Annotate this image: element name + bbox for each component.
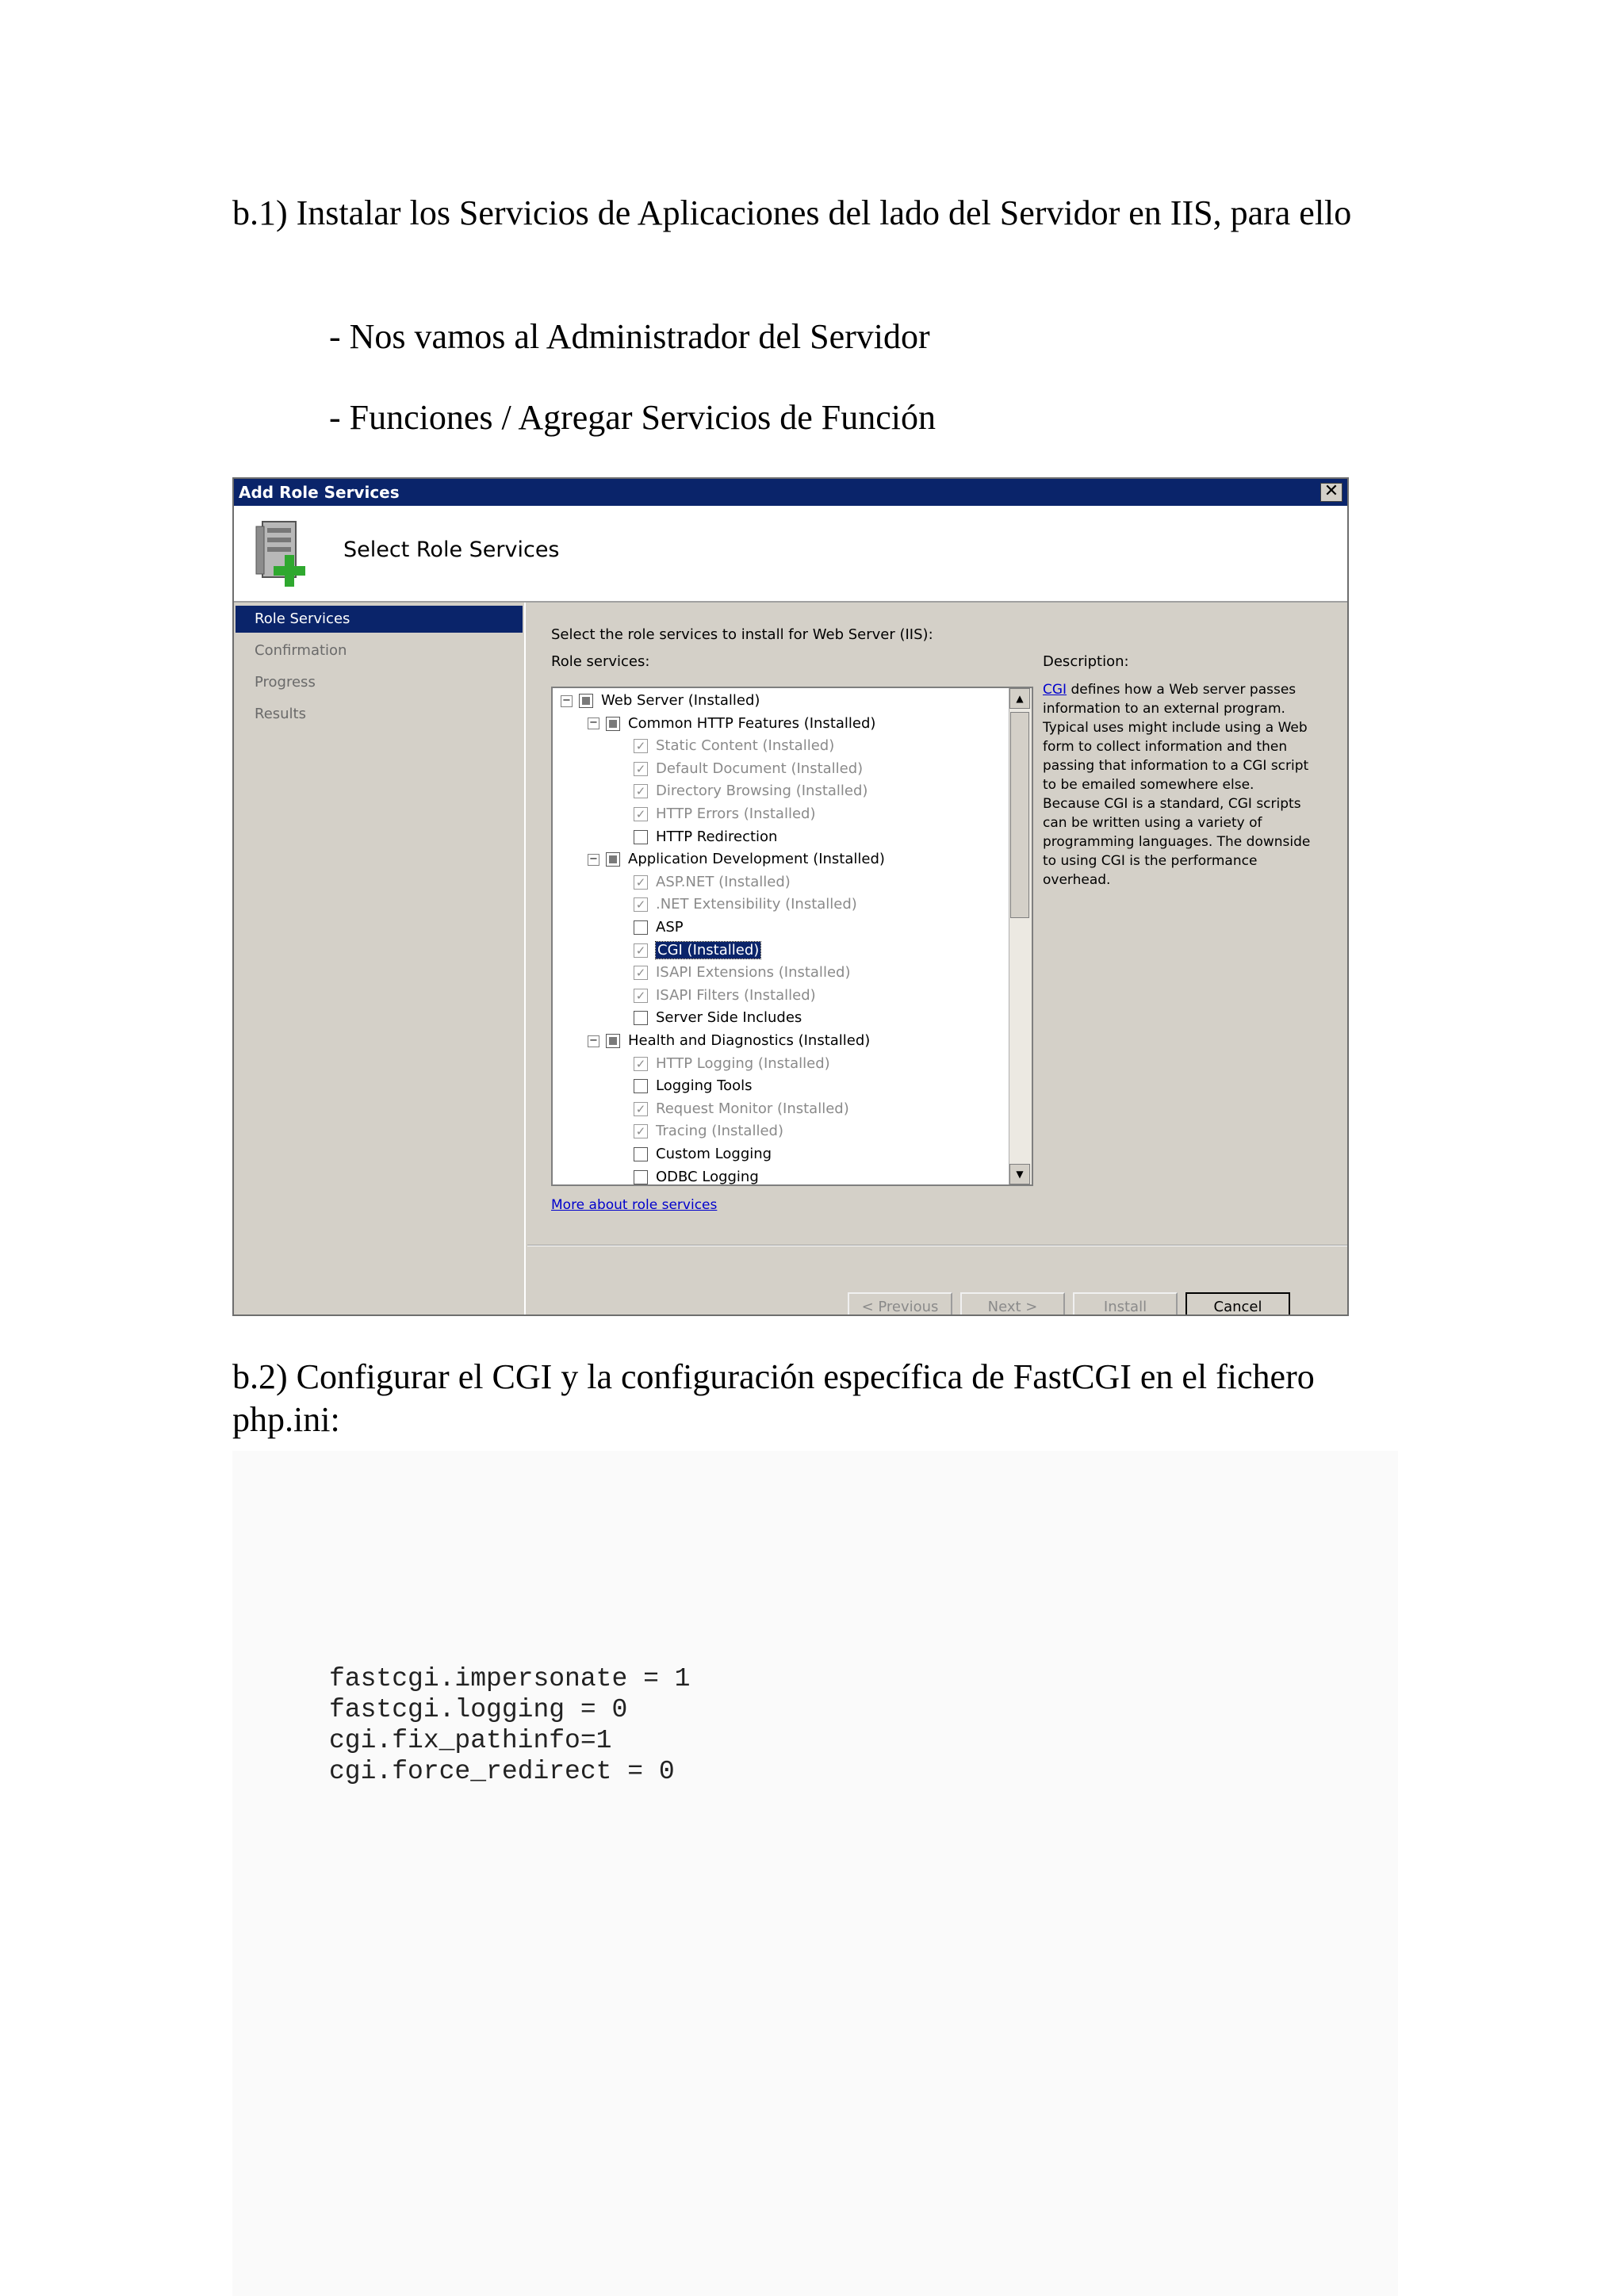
tree-item-label: ASP.NET (Installed) (656, 873, 791, 890)
tree-item[interactable] (634, 803, 816, 825)
instruction-text: Select the role services to install for Web Server (IIS): (551, 626, 933, 643)
scroll-up-icon: ▲ (1016, 693, 1024, 704)
close-icon: ✕ (1323, 481, 1339, 501)
tree-item[interactable] (634, 758, 863, 780)
tree-item-label: Application Development (Installed) (628, 851, 885, 868)
add-role-services-dialog (232, 477, 1349, 1316)
tree-item-label: ISAPI Filters (Installed) (656, 986, 816, 1004)
scroll-thumb[interactable] (1010, 712, 1029, 918)
tree-item[interactable] (634, 826, 777, 848)
tree-item[interactable] (634, 916, 684, 939)
previous-button[interactable]: < Previous (848, 1292, 952, 1316)
scroll-up-button[interactable] (1009, 688, 1030, 709)
description-text (1043, 680, 1312, 890)
checkbox[interactable]: ✓ (634, 1102, 648, 1116)
tree-item-label: HTTP Redirection (656, 828, 778, 845)
tree-item[interactable] (588, 713, 875, 735)
code-block-background (232, 1451, 1398, 2296)
scroll-down-button[interactable] (1009, 1164, 1030, 1184)
tree-item[interactable] (588, 848, 885, 871)
tree-item[interactable] (561, 690, 760, 712)
nav-role-services[interactable]: Role Services (236, 606, 523, 633)
php-ini-code (329, 1663, 690, 1787)
tree-item-label: CGI (Installed) (657, 941, 760, 959)
banner-title: Select Role Services (343, 538, 560, 562)
code-line: cgi.force_redirect = 0 (329, 1757, 675, 1786)
tree-item[interactable] (634, 1143, 772, 1165)
code-line: cgi.fix_pathinfo=1 (329, 1726, 612, 1755)
nav-progress[interactable]: Progress (255, 674, 316, 691)
collapse-icon[interactable]: − (588, 1035, 599, 1047)
checkbox[interactable] (634, 1170, 648, 1184)
wizard-main (527, 603, 1347, 1314)
tree-item-label: Logging Tools (656, 1077, 753, 1095)
code-line: fastcgi.logging = 0 (329, 1695, 628, 1724)
checkbox[interactable] (606, 1034, 620, 1048)
tree-item-label: .NET Extensibility (Installed) (656, 896, 857, 913)
tree-item-label: Tracing (Installed) (656, 1123, 783, 1140)
checkbox[interactable] (634, 1011, 648, 1025)
tree-item[interactable] (634, 1120, 783, 1142)
tree-item[interactable] (634, 1007, 802, 1029)
tree-item-label: Web Server (Installed) (601, 692, 760, 709)
role-services-tree[interactable] (551, 687, 1033, 1186)
tree-item-label: Request Monitor (Installed) (656, 1100, 849, 1117)
code-line: fastcgi.impersonate = 1 (329, 1664, 691, 1693)
checkbox[interactable] (579, 694, 593, 708)
footer-separator (527, 1245, 1347, 1246)
bullet-server-manager: - Nos vamos al Administrador del Servidor (329, 317, 930, 356)
collapse-icon[interactable]: − (588, 854, 599, 866)
checkbox[interactable]: ✓ (634, 875, 648, 890)
section-b1-text: b.1) Instalar los Servicios de Aplicaciones del lado del Servidor en IIS, para ello (232, 193, 1352, 232)
tree-item-label: HTTP Errors (Installed) (656, 806, 816, 822)
checkbox[interactable]: ✓ (634, 762, 648, 776)
bullet-add-role-services: - Funciones / Agregar Servicios de Función (329, 398, 936, 437)
checkbox[interactable] (606, 717, 620, 731)
tree-item[interactable] (634, 780, 868, 802)
close-button[interactable] (1320, 483, 1342, 502)
tree-item[interactable] (634, 1166, 759, 1186)
tree-item-label: ASP (656, 919, 684, 936)
tree-item-label: Static Content (Installed) (656, 737, 835, 755)
dialog-titlebar (234, 479, 1347, 506)
tree-item[interactable] (634, 1053, 830, 1075)
checkbox[interactable] (634, 1079, 648, 1093)
tree-item-label: Server Side Includes (656, 1009, 802, 1027)
nav-confirmation[interactable]: Confirmation (255, 642, 347, 659)
collapse-icon[interactable]: − (561, 695, 573, 707)
tree-item[interactable] (634, 1098, 849, 1120)
tree-item-label: Default Document (Installed) (656, 760, 864, 777)
tree-item[interactable] (634, 939, 760, 962)
checkbox[interactable]: ✓ (634, 739, 648, 753)
dialog-title: Add Role Services (239, 483, 400, 502)
cancel-button[interactable]: Cancel (1185, 1292, 1290, 1316)
wizard-nav (234, 603, 526, 1314)
tree-scrollbar[interactable] (1009, 688, 1032, 1184)
checkbox[interactable] (634, 920, 648, 935)
checkbox[interactable]: ✓ (634, 897, 648, 912)
checkbox[interactable]: ✓ (634, 807, 648, 821)
tree-item[interactable] (634, 962, 850, 984)
role-services-label: Role services: (551, 653, 650, 670)
section-b2-text: b.2) Configurar el CGI y la configuración específica de FastCGI en el fichero php.ini: (232, 1357, 1315, 1439)
checkbox[interactable] (634, 830, 648, 844)
tree-item-label: Custom Logging (656, 1146, 772, 1162)
tree-item-label: Common HTTP Features (Installed) (628, 714, 876, 732)
next-button[interactable]: Next > (960, 1292, 1065, 1316)
tree-item[interactable] (588, 1030, 870, 1052)
description-label: Description: (1043, 653, 1129, 670)
tree-item-label: HTTP Logging (Installed) (656, 1054, 830, 1072)
description-cgi-link[interactable]: CGI (1043, 682, 1067, 698)
checkbox[interactable]: ✓ (634, 784, 648, 798)
dialog-banner (234, 506, 1347, 603)
checkbox[interactable] (634, 1147, 648, 1161)
checkbox[interactable]: ✓ (634, 1124, 648, 1138)
collapse-icon[interactable]: − (588, 718, 599, 729)
tree-item-label: ODBC Logging (656, 1168, 759, 1185)
checkbox[interactable] (606, 852, 620, 867)
tree-item[interactable] (634, 735, 834, 757)
scroll-down-icon: ▼ (1016, 1169, 1024, 1180)
tree-item-label: Health and Diagnostics (Installed) (628, 1032, 871, 1049)
checkbox[interactable]: ✓ (634, 1057, 648, 1071)
tree-item[interactable] (634, 985, 816, 1007)
install-button[interactable]: Install (1073, 1292, 1178, 1316)
checkbox[interactable]: ✓ (634, 989, 648, 1003)
checkbox[interactable]: ✓ (634, 943, 648, 958)
tree-item[interactable] (634, 871, 791, 894)
server-add-icon (250, 519, 313, 591)
checkbox[interactable]: ✓ (634, 966, 648, 980)
description-body: defines how a Web server passes information to an external program. Typical uses might include using a Web form to collect information and then passing that information to a CGI script to be emailed somewhere else. Because CGI is a standard, CGI scripts can be written using a variety of programming languages. The downside to using CGI is the performance overhead. (1043, 682, 1311, 888)
tree-item-label: ISAPI Extensions (Installed) (656, 964, 851, 982)
nav-results[interactable]: Results (255, 706, 306, 722)
more-about-role-services-link[interactable]: More about role services (551, 1197, 718, 1213)
tree-item-label: Directory Browsing (Installed) (656, 783, 868, 800)
tree-item[interactable] (634, 894, 857, 916)
tree-item[interactable] (634, 1075, 752, 1097)
